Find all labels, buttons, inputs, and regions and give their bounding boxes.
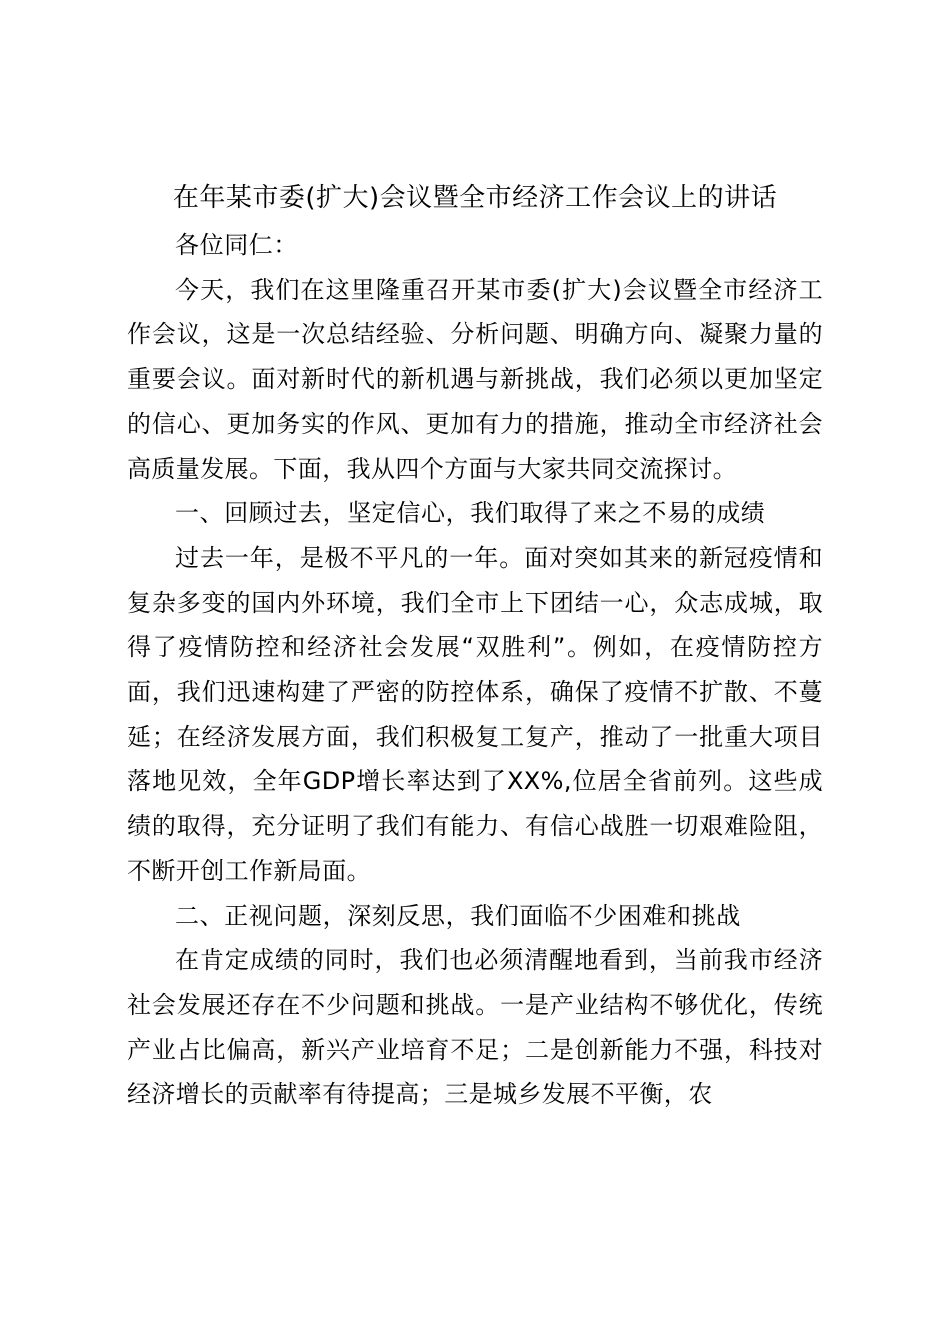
- document-body: [127, 223, 823, 1117]
- document-title: 在年某市委(扩大)会议暨全市经济工作会议上的讲话: [172, 183, 778, 213]
- salutation: 各位同仁：: [175, 231, 298, 259]
- section-heading-1: 一、回顾过去，坚定信心，我们取得了来之不易的成绩: [175, 499, 766, 528]
- paragraph-problems: 在肯定成绩的同时，我们也必须清醒地看到，当前我市经济社会发展还存在不少问题和挑战。一是产业结构不够优化，传统产业占比偏高，新兴产业培育不足；二是创新能力不强，科技对经济增长的贡献率有待提高；三是城乡发展不平衡，农: [127, 946, 823, 1109]
- section-heading-2: 二、正视问题，深刻反思，我们面临不少困难和挑战: [175, 901, 741, 930]
- paragraph-review: 过去一年，是极不平凡的一年。面对突如其来的新冠疫情和复杂多变的国内外环境，我们全市上下团结一心，众志成城，取得了疫情防控和经济社会发展“双胜利”。例如，在疫情防控方面，我们迅速构建了严密的防控体系，确保了疫情不扩散、不蔓延；在经济发展方面，我们积极复工复产，推动了一批重大项目落地见效，全年GDP增长率达到了XX%,位居全省前列。这些成绩的取得，充分证明了我们有能力、有信心战胜一切艰难险阻，不断开创工作新局面。: [127, 543, 823, 885]
- paragraph-intro: 今天，我们在这里隆重召开某市委(扩大)会议暨全市经济工作会议，这是一次总结经验、分析问题、明确方向、凝聚力量的重要会议。面对新时代的新机遇与新挑战，我们必须以更加坚定的信心、更加务实的作风、更加有力的措施，推动全市经济社会高质量发展。下面，我从四个方面与大家共同交流探讨。: [127, 275, 823, 483]
